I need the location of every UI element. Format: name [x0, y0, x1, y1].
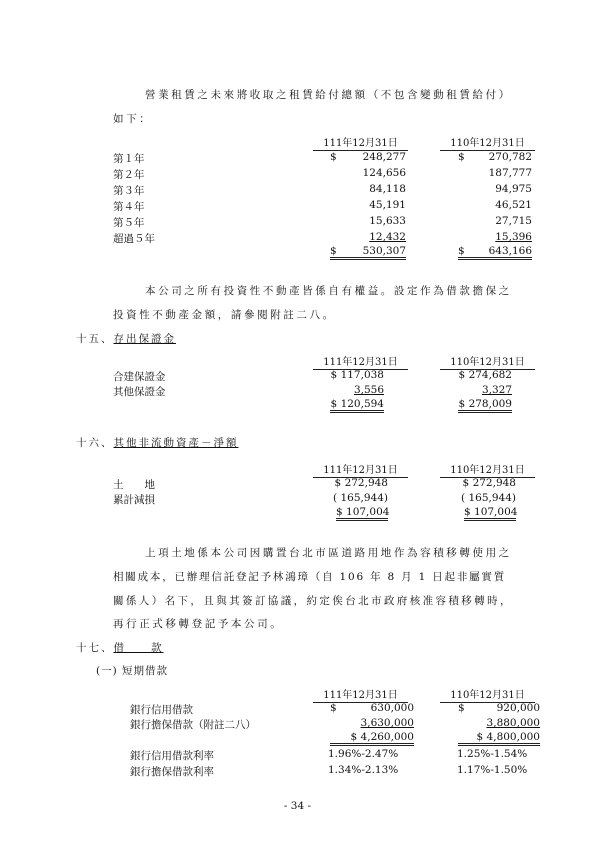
s17-row-value-111: 3,630,000 — [360, 717, 414, 729]
lease-row-value-110: 27,715 — [495, 215, 532, 227]
page-number: - 34 - — [283, 800, 312, 812]
s16-col-header-110: 110年12月31日 — [440, 461, 535, 478]
lease-row-value-110: 15,396 — [495, 231, 532, 243]
s17-row-value-110: 3,880,000 — [486, 717, 540, 729]
s15-col-header-111: 111年12月31日 — [313, 353, 408, 370]
s16-paragraph-line2: 相關成本，已辦理信託登記予林鴻璋（自 106 年 8 月 1 日起非屬實質 — [113, 571, 507, 583]
s15-total-110: $ 278,009 — [458, 398, 512, 413]
s15-row-label: 合建保證金 — [113, 371, 166, 383]
lease-row-label: 第５年 — [113, 217, 145, 229]
s17-row-value-111: $ 630,000 — [330, 702, 414, 714]
section-title: 其他非流動資產－淨額 — [113, 437, 239, 449]
s17-row-label: 銀行擔保借款（附註二八） — [130, 719, 256, 731]
s16-row-value-110: $ 272,948 — [462, 477, 516, 489]
section-15-heading — [76, 331, 176, 346]
lease-row-value-110: $ 270,782 — [458, 151, 532, 163]
section-number: 十七、 — [76, 642, 114, 654]
s16-paragraph-line3: 關係人）名下，且與其簽訂協議，約定俟台北市政府核准容積移轉時， — [113, 595, 513, 607]
lease-total-111: $ 530,307 — [330, 245, 406, 260]
s17-col-header-110: 110年12月31日 — [440, 686, 535, 703]
s17-rate-value-110: 1.25%-1.54% — [457, 748, 528, 760]
s15-total-111: $ 120,594 — [330, 398, 384, 413]
lease-row-value-111: 84,118 — [369, 183, 406, 195]
lease-total-110: $ 643,166 — [458, 245, 532, 260]
s15-col-header-110: 110年12月31日 — [440, 353, 535, 370]
lease-row-value-111: 12,432 — [369, 231, 406, 243]
s16-total-111: $ 107,004 — [336, 506, 388, 521]
lease-row-label: 第４年 — [113, 201, 145, 213]
lease-row-value-111: 124,656 — [362, 167, 406, 179]
s16-row-label: 土 地 — [113, 479, 155, 491]
s16-total-110: $ 107,004 — [464, 506, 516, 521]
s17-rate-label: 銀行信用借款利率 — [130, 750, 214, 762]
lease-row-value-111: 45,191 — [369, 199, 406, 211]
lease-row-label: 超過５年 — [113, 233, 155, 245]
s16-row-value-111: $ 272,948 — [334, 477, 388, 489]
s16-paragraph-line4: 再行正式移轉登記予本公司。 — [113, 618, 284, 630]
section-title: 存出保證金 — [113, 333, 176, 345]
s15-row-value-111: 3,556 — [353, 384, 384, 396]
lease-row-value-111: $ 248,277 — [330, 151, 406, 163]
s17-rate-value-111: 1.96%-2.47% — [328, 748, 399, 760]
s16-row-value-111: ( 165,944) — [333, 492, 388, 504]
lease-intro-line1: 營業租賃之未來將收取之租賃給付總額（不包含變動租賃給付） — [145, 89, 512, 101]
section-number: 十六、 — [76, 437, 114, 449]
section-17-heading — [76, 640, 164, 655]
s15-row-value-110: 3,327 — [481, 384, 512, 396]
s16-row-value-110: ( 165,944) — [461, 492, 516, 504]
investment-property-note-line1: 本公司之所有投資性不動產皆係自有權益。設定作為借款擔保之 — [145, 285, 512, 297]
s17-row-value-110: $ 920,000 — [458, 702, 540, 714]
s16-col-header-111: 111年12月31日 — [313, 461, 408, 478]
s17-total-110: $ 4,800,000 — [458, 731, 540, 746]
s15-row-value-110: $ 274,682 — [458, 369, 512, 381]
s17-total-111: $ 4,260,000 — [330, 731, 414, 746]
lease-row-value-110: 46,521 — [495, 199, 532, 211]
lease-row-label: 第３年 — [113, 185, 145, 197]
lease-row-value-111: 15,633 — [369, 215, 406, 227]
s17-subheading: (一) 短期借款 — [96, 665, 169, 677]
lease-col-header-110: 110年12月31日 — [440, 134, 535, 151]
s16-row-label: 累計減損 — [113, 494, 155, 506]
s17-rate-value-110: 1.17%-1.50% — [457, 764, 528, 776]
investment-property-note-line2: 投資性不動產金額，請參閱附註二八。 — [113, 309, 336, 321]
s16-paragraph-line1: 上項土地係本公司因購置台北市區道路用地作為容積移轉使用之 — [145, 547, 512, 559]
s17-col-header-111: 111年12月31日 — [313, 686, 408, 703]
section-number: 十五、 — [76, 333, 114, 345]
lease-row-label: 第２年 — [113, 169, 145, 181]
section-16-heading — [76, 435, 239, 450]
s15-row-label: 其他保證金 — [113, 386, 166, 398]
section-title: 借 款 — [113, 642, 164, 654]
s15-row-value-111: $ 117,038 — [330, 369, 384, 381]
s17-row-label: 銀行信用借款 — [130, 704, 193, 716]
lease-row-value-110: 94,975 — [495, 183, 532, 195]
lease-row-label: 第１年 — [113, 153, 145, 165]
lease-intro-line2: 如下： — [113, 113, 153, 125]
s17-rate-label: 銀行擔保借款利率 — [130, 766, 214, 778]
s17-rate-value-111: 1.34%-2.13% — [328, 764, 399, 776]
lease-row-value-110: 187,777 — [488, 167, 532, 179]
lease-col-header-111: 111年12月31日 — [313, 134, 408, 151]
